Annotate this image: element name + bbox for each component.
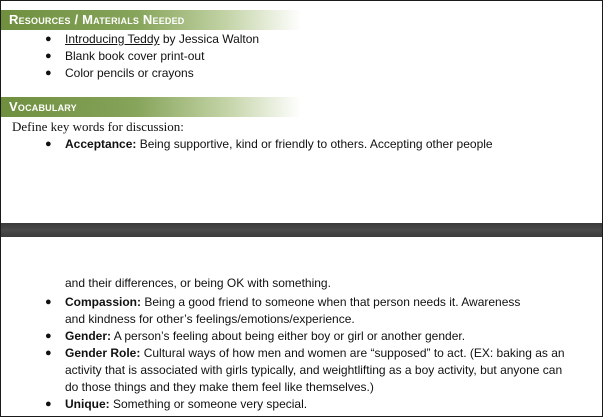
list-item: ● Compassion: Being a good friend to someone when that person needs it. Awareness and kindness for other’s feelings/emotions/experience.: [45, 295, 521, 326]
vocabulary-list-top: [45, 136, 493, 153]
vocabulary-intro: Define key words for discussion:: [12, 119, 184, 134]
list-item: ● Blank book cover print-out: [45, 49, 205, 63]
list-item: ● Unique: Something or someone very special.: [45, 397, 308, 411]
list-item: ● Acceptance: Being supportive, kind or friendly to others. Accepting other people: [45, 137, 493, 151]
page-bottom: [1, 237, 602, 416]
bullet-icon: ●: [45, 33, 52, 45]
bullet-icon: ●: [45, 138, 52, 150]
bullet-icon: ●: [45, 67, 52, 79]
bullet-icon: ●: [45, 50, 52, 62]
list-item: ● Introducing Teddy by Jessica Walton: [45, 32, 260, 46]
page-top: [1, 1, 602, 223]
vocabulary-list-bottom: [45, 294, 590, 413]
bullet-icon: ●: [45, 398, 52, 410]
term: Acceptance:: [65, 137, 137, 151]
vocabulary-header: Vocabulary: [1, 97, 301, 117]
bullet-icon: ●: [45, 330, 52, 342]
bullet-icon: ●: [45, 347, 52, 359]
book-title: Introducing Teddy: [65, 32, 160, 46]
page-separator: [1, 223, 602, 237]
bullet-icon: ●: [45, 296, 52, 308]
list-item: ● Gender Role: Cultural ways of how men and women are “supposed” to act. (EX: baking as an activity that is associated with girls typically, and weightlifting as a boy activity, but anyone can do those things and they make them feel like themselves.): [45, 346, 565, 394]
list-item: ● Gender: A person’s feeling about being either boy or girl or another gender.: [45, 329, 466, 343]
list-item: ● Color pencils or crayons: [45, 66, 194, 80]
acceptance-continued: and their differences, or being OK with something.: [65, 276, 331, 290]
resources-list: [45, 31, 259, 82]
resources-header: Resources / Materials Needed: [1, 10, 301, 30]
